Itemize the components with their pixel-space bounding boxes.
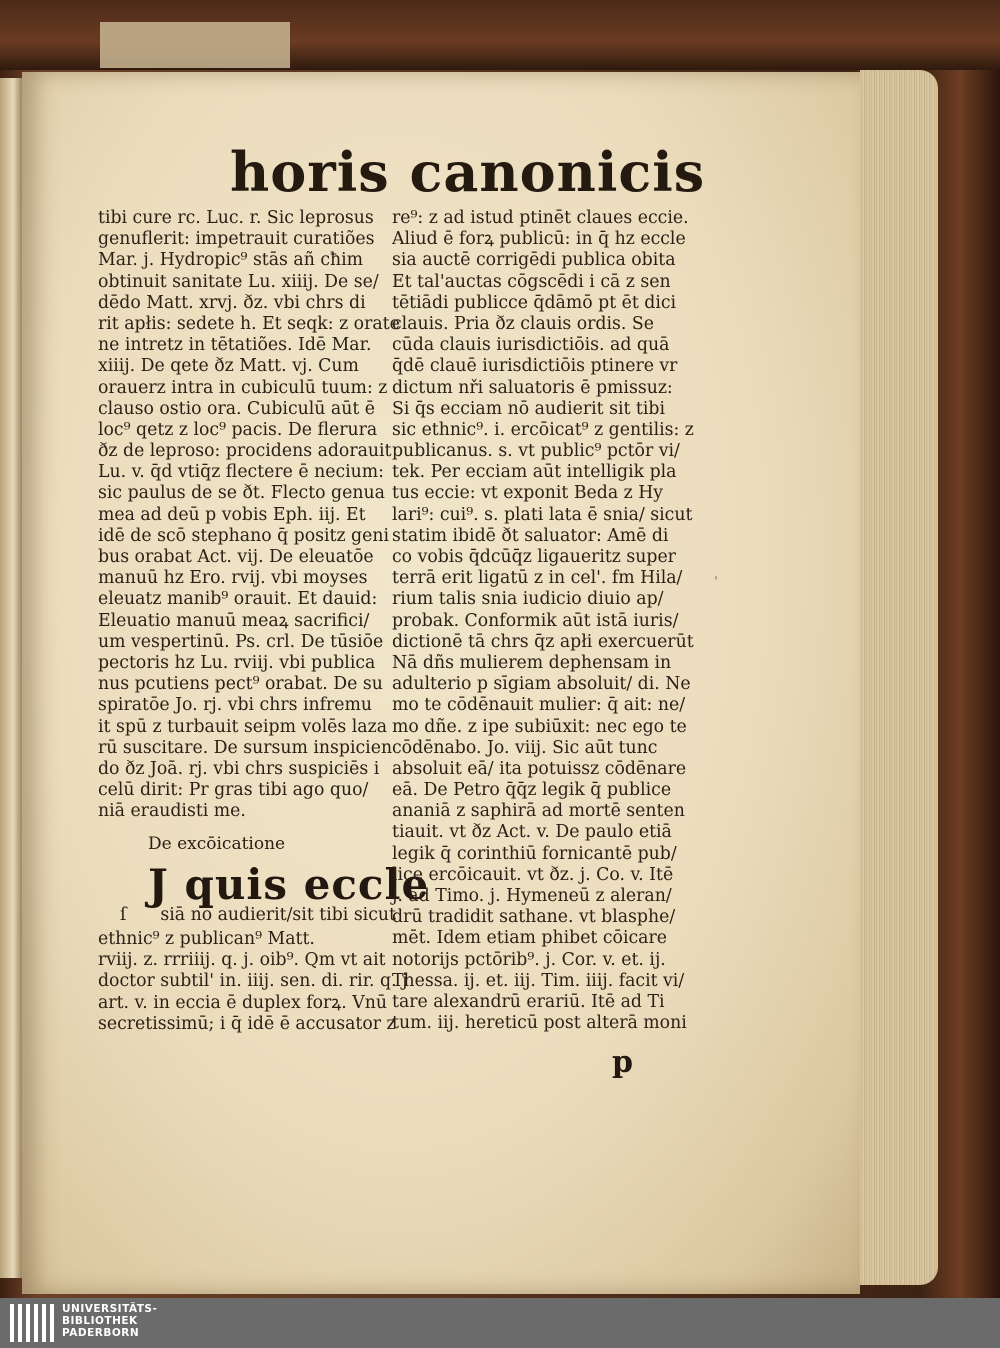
text-line: ethnic⁹ z publican⁹ Matt. — [98, 929, 315, 949]
text-line: pectoris hz Lu. rviij. vbi publica — [98, 652, 376, 673]
text-line: tiauit. vt ðz Act. v. De paulo etiā — [392, 822, 672, 843]
text-line: ðz de leproso: procidens adorauit — [98, 441, 392, 462]
book-cover-top — [0, 0, 1000, 70]
text-line: co vobis q̄dcūq̄z ligaueritz super — [392, 547, 676, 567]
text-line: tek. Per ecciam aūt intelligik pla — [392, 462, 677, 483]
text-line: mo te cōdēnauit mulier: q̄ ait: ne/ — [392, 695, 686, 716]
text-line: tus eccie: vt exponit Beda z Hy — [392, 483, 664, 504]
text-line: rū suscitare. De sursum inspicien — [98, 737, 393, 758]
right-column — [392, 208, 694, 1034]
text-line: statim ibidē ðt saluator: Amē di — [392, 525, 669, 546]
text-line: drū tradidit sathane. vt blasphe/ — [392, 907, 676, 928]
text-line: xiiij. De qete ðz Matt. vj. Cum — [98, 356, 359, 377]
left-column-lower — [98, 929, 408, 1035]
cover-label-patch — [100, 22, 290, 68]
text-line: Aliud ē forꝝ publicū: in q̄ hz eccle — [392, 229, 686, 250]
text-line: tare alexandrū erariū. Itē ad Ti — [392, 991, 665, 1012]
text-line: rviij. z. rrriiij. q. j. oib⁹. Qm vt ait — [98, 950, 386, 971]
text-line: eā. De Petro q̄q̄z legik q̄ publice — [392, 780, 672, 801]
text-line: it spū z turbauit seipm volēs laza — [98, 716, 387, 737]
text-line: celū dirit: Pr gras tibi ago quo/ — [98, 780, 369, 801]
text-line: orauerz intra in cubiculū tuum: z — [98, 377, 388, 398]
text-line: Mar. j. Hydropic⁹ stās añ cħim — [98, 250, 364, 271]
text-line: ne intretz in tētatiões. Idē Mar. — [98, 335, 372, 356]
bars-logo-icon — [10, 1304, 54, 1342]
text-line: loc⁹ qetz z loc⁹ pacis. De flerura — [98, 419, 378, 440]
text-line: secretissimū; i q̄ idē ē accusator z — [98, 1013, 396, 1034]
text-line: obtinuit sanitate Lu. xiiij. De se/ — [98, 271, 379, 292]
initial-continuation-line — [120, 905, 396, 925]
margin-letter: ſ — [120, 905, 127, 925]
text-line: rium talis snia iudicio diuio ap/ — [392, 589, 664, 610]
text-line: genuflerit: impetrauit curatiões — [98, 229, 375, 250]
text-line: spiratōe Jo. rj. vbi chrs infremu — [98, 695, 373, 716]
text-line: eleuatz manib⁹ orauit. Et dauid: — [98, 589, 378, 610]
library-footer — [0, 1298, 1000, 1348]
library-name — [62, 1303, 157, 1339]
library-name-line1: UNIVERSITÄTS- — [62, 1303, 158, 1315]
library-name-line2: BIBLIOTHEK — [62, 1315, 138, 1327]
text-line: q̄dē clauē iurisdictiōis ptinere vr — [392, 356, 678, 377]
text-line: um vespertinū. Ps. crl. De tūsiōe — [98, 631, 384, 652]
initial-tail-text: siā nō audierit/sit tibi sicut — [160, 905, 396, 925]
text-line: sic ethnic⁹. i. ercōicat⁹ z gentilis: z — [392, 419, 694, 440]
text-line: terrā erit ligatū z in cel'. fm Hila/ — [392, 568, 683, 589]
decorated-initial-line: J quis eccle — [148, 860, 430, 909]
left-column — [98, 208, 400, 822]
text-line: idē de scō stephano q̄ positz geni — [98, 525, 390, 546]
text-line: nus pcutiens pect⁹ orabat. De su — [98, 674, 383, 695]
text-line: rit apłis: sedete h. Et seqk: z orate — [98, 313, 400, 334]
text-line: notorijs pctōrib⁹. j. Cor. v. et. ij. — [392, 949, 666, 970]
text-line: Lu. v. q̄d vtiq̄z flectere ē necium: — [98, 462, 385, 483]
text-line: lice ercōicauit. vt ðz. j. Co. v. Itē — [392, 864, 674, 885]
margin-mark: ˈ — [714, 575, 718, 591]
text-line: Si q̄s ecciam nō audierit sit tibi — [392, 398, 665, 419]
text-line: clauso ostio ora. Cubiculū aūt ē — [98, 398, 375, 419]
text-line: art. v. in eccia ē duplex forꝝ. Vnū — [98, 992, 387, 1013]
text-line: dēdo Matt. xrvj. ðz. vbi chrs di — [98, 292, 366, 313]
text-line: ananiā z saphirā ad mortē senten — [392, 801, 685, 822]
running-head: horis canonicis — [230, 140, 706, 204]
text-line: adulterio p sīgiam absoluit/ di. Ne — [392, 674, 691, 695]
text-line: mo dñe. z ipe subiūxit: nec ego te — [392, 716, 687, 737]
text-line: dictionē tā chrs q̄z apłi exercuerūt — [392, 631, 694, 652]
text-line: sia auctē corrigēdi publica obita — [392, 250, 676, 271]
text-line: tum. iij. hereticū post alterā moni — [392, 1013, 687, 1034]
text-line: mea ad deū p vobis Eph. iij. Et — [98, 504, 366, 525]
text-line: tibi cure rc. Luc. r. Sic leprosus — [98, 208, 374, 228]
text-line: Eleuatio manuū meaꝝ sacrifici/ — [98, 610, 370, 631]
text-line: re⁹: z ad istud ptinēt claues eccie. — [392, 208, 689, 228]
text-line: dictum nři saluatoris ē pmissuz: — [392, 377, 673, 398]
text-line: Nā dñs mulierem dephensam in — [392, 652, 672, 673]
text-line: bus orabat Act. vij. De eleuatōe — [98, 547, 374, 567]
text-line: clauis. Pria ðz clauis ordis. Se — [392, 313, 654, 334]
text-line: j. ad Timo. j. Hymeneū z aleran/ — [392, 886, 672, 906]
text-line: manuū hz Ero. rvij. vbi moyses — [98, 568, 368, 589]
library-name-line3: PADERBORN — [62, 1327, 140, 1339]
text-line: lari⁹: cui⁹. s. plati lata ē snia/ sicut — [392, 504, 693, 525]
catchword: p — [612, 1045, 633, 1080]
text-line: absoluit eā/ ita potuissz cōdēnare — [392, 758, 687, 779]
text-line: niā eraudisti me. — [98, 801, 246, 822]
text-line: Thessa. ij. et. iij. Tim. iiij. facit vi/ — [392, 970, 685, 991]
text-line: cūda clauis iurisdictiōis. ad quā — [392, 335, 670, 356]
section-subheading: De excōicatione — [148, 834, 286, 854]
left-page-edge — [0, 78, 22, 1278]
page-fore-edge — [860, 70, 938, 1285]
text-line: Et tal'auctas cōgscēdi i cā z sen — [392, 271, 671, 292]
text-line: sic paulus de se ðt. Flecto genua — [98, 483, 385, 504]
text-line: cōdēnabo. Jo. viij. Sic aūt tunc — [392, 737, 658, 758]
text-line: mēt. Idem etiam phibet cōicare — [392, 928, 667, 949]
text-line: legik q̄ corinthiū fornicantē pub/ — [392, 843, 677, 864]
text-line: do ðz Joā. rj. vbi chrs suspiciēs i — [98, 758, 380, 779]
text-line: doctor subtil' in. iiij. sen. di. rir. q. j — [98, 971, 408, 992]
text-line: publicanus. s. vt public⁹ pctōr vi/ — [392, 441, 680, 462]
text-line: probak. Conformik aūt istā iuris/ — [392, 610, 679, 631]
text-line: tētiādi publicce q̄dāmō pt ēt dici — [392, 292, 677, 313]
